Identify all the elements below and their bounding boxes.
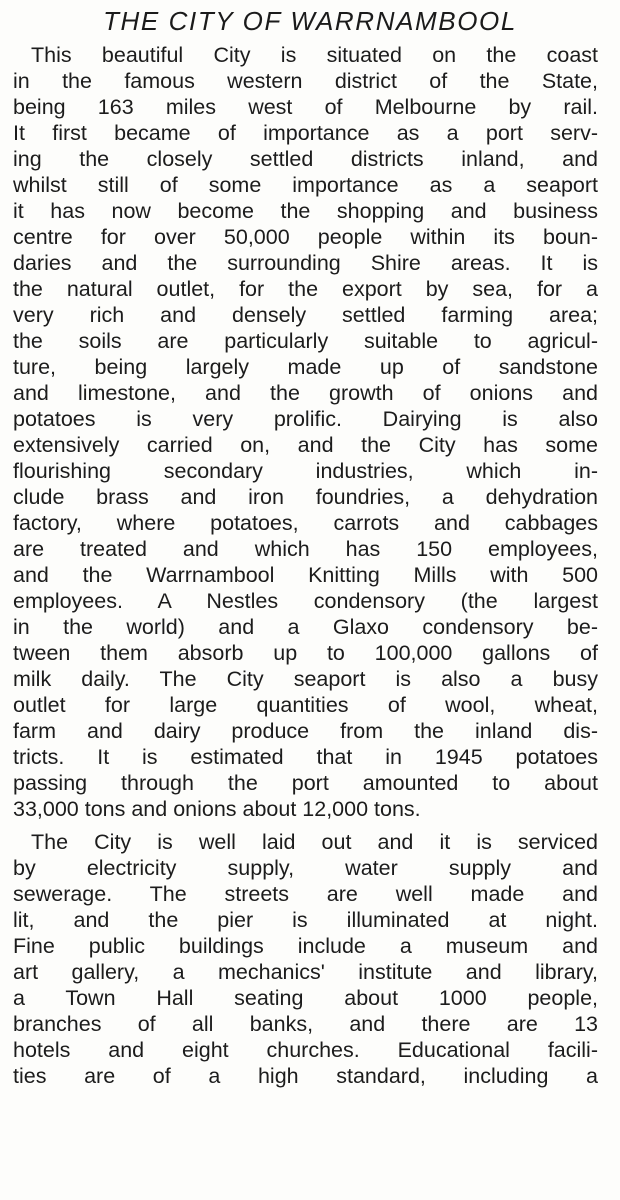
- paragraph-1-line-12: the soils are particularly suitable to agricul-: [13, 329, 598, 353]
- paragraph-1-line-5: ing the closely settled districts inland, and: [13, 147, 598, 171]
- paragraph-2-line-8: branches of all banks, and there are 13: [13, 1012, 598, 1036]
- paragraph-1-line-4: It first became of importance as a port serv-: [13, 121, 598, 145]
- paragraph-2-line-2: by electricity supply, water supply and: [13, 856, 598, 880]
- document-title: THE CITY OF WARRNAMBOOL: [103, 6, 517, 36]
- paragraph-1-line-3: being 163 miles west of Melbourne by rail.: [13, 95, 598, 119]
- paragraph-2-line-4: lit, and the pier is illuminated at night.: [13, 908, 598, 932]
- paragraph-2-line-6: art gallery, a mechanics' institute and library,: [13, 960, 598, 984]
- paragraph-1-line-11: very rich and densely settled farming area;: [13, 303, 598, 327]
- paragraph-1-line-6: whilst still of some importance as a seaport: [13, 173, 598, 197]
- paragraph-1-line-13: ture, being largely made up of sandstone: [13, 355, 598, 379]
- paragraph-1-line-24: tween them absorb up to 100,000 gallons of: [13, 641, 598, 665]
- paragraph-1-line-18: clude brass and iron foundries, a dehydration: [13, 485, 598, 509]
- paragraph-1-line-22: employees. A Nestles condensory (the largest: [13, 589, 598, 613]
- paragraph-2-line-3: sewerage. The streets are well made and: [13, 882, 598, 906]
- paragraph-1-line-2: in the famous western district of the State,: [13, 69, 598, 93]
- paragraph-2-line-7: a Town Hall seating about 1000 people,: [13, 986, 598, 1010]
- paragraph-1-line-14: and limestone, and the growth of onions and: [13, 381, 598, 405]
- paragraph-1-line-19: factory, where potatoes, carrots and cabbages: [13, 511, 598, 535]
- paragraph-1-line-15: potatoes is very prolific. Dairying is also: [13, 407, 598, 431]
- paragraph-1-line-10: the natural outlet, for the export by sea, for a: [13, 277, 598, 301]
- paragraph-1-line-8: centre for over 50,000 people within its boun-: [13, 225, 598, 249]
- paragraph-2-line-1: The City is well laid out and it is serviced: [31, 830, 598, 854]
- paragraph-1-line-23: in the world) and a Glaxo condensory be-: [13, 615, 598, 639]
- paragraph-1-line-1: This beautiful City is situated on the coast: [31, 43, 598, 67]
- paragraph-1-line-26: outlet for large quantities of wool, wheat,: [13, 693, 598, 717]
- paragraph-2-line-9: hotels and eight churches. Educational facili-: [13, 1038, 598, 1062]
- paragraph-1-line-27: farm and dairy produce from the inland dis-: [13, 719, 598, 743]
- paragraph-2-line-5: Fine public buildings include a museum and: [13, 934, 598, 958]
- paragraph-1-line-29: passing through the port amounted to about: [13, 771, 598, 795]
- paragraph-1-line-25: milk daily. The City seaport is also a busy: [13, 667, 598, 691]
- paragraph-1-line-16: extensively carried on, and the City has some: [13, 433, 598, 457]
- paragraph-1-line-28: tricts. It is estimated that in 1945 potatoes: [13, 745, 598, 769]
- paragraph-1-line-30: 33,000 tons and onions about 12,000 tons.: [13, 797, 421, 821]
- paragraph-1-line-7: it has now become the shopping and business: [13, 199, 598, 223]
- paragraph-1-line-17: flourishing secondary industries, which in-: [13, 459, 598, 483]
- paragraph-1-line-9: daries and the surrounding Shire areas. It is: [13, 251, 598, 275]
- paragraph-1-line-21: and the Warrnambool Knitting Mills with 500: [13, 563, 598, 587]
- paragraph-1-line-20: are treated and which has 150 employees,: [13, 537, 598, 561]
- paragraph-2-line-10: ties are of a high standard, including a: [13, 1064, 598, 1088]
